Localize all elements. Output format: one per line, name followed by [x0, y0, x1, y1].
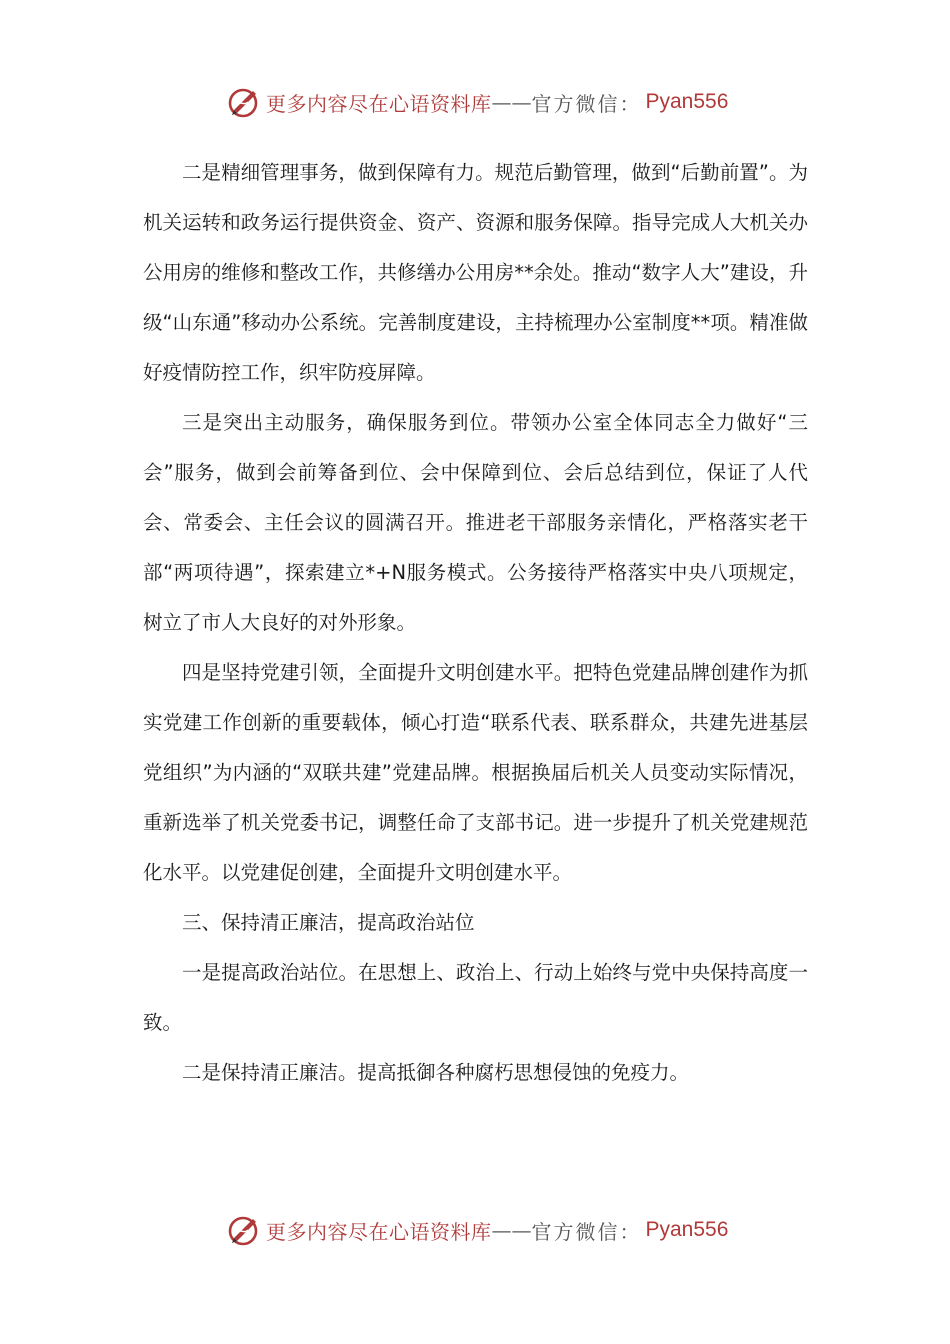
banner-dash: —— — [491, 90, 532, 114]
paragraph: 三是突出主动服务，确保服务到位。带领办公室全体同志全力做好“三会”服务，做到会前筹备到位、会中保障到位、会后总结到位，保证了人代会、常委会、主任会议的圆满召开。推进老干部服务亲情化，严格落实老干部“两项待遇”，探索建立*+N服务模式。公务接待严格落实中央八项规定，树立了市人大良好的对外形象。 — [143, 411, 808, 634]
paragraph: 一是提高政治站位。在思想上、政治上、行动上始终与党中央保持高度一致。 — [143, 961, 808, 1034]
pen-logo-icon — [226, 1212, 262, 1248]
banner-wechat-id: Pyan556 — [645, 90, 729, 113]
document-body — [143, 148, 808, 1098]
banner-wechat-label: 官方微信： — [531, 1219, 642, 1244]
banner-site-text: 更多内容尽在心语资料库 — [266, 1219, 492, 1244]
header-banner — [226, 82, 728, 122]
paragraph: 二是精细管理事务，做到保障有力。规范后勤管理，做到“后勤前置”。为机关运转和政务运行提供资金、资产、资源和服务保障。指导完成人大机关办公用房的维修和整改工作，共修缮办公用房**余处。推动“数字人大”建设，升级“山东通”移动办公系统。完善制度建设，主持梳理办公室制度**项。精准做好疫情防控工作，织牢防疫屏障。 — [143, 161, 808, 384]
banner-wechat-id: Pyan556 — [645, 1218, 729, 1241]
footer-banner — [226, 1210, 728, 1250]
paragraph: 二是保持清正廉洁。提高抵御各种腐朽思想侵蚀的免疫力。 — [182, 1061, 690, 1084]
section-heading: 三、保持清正廉洁，提高政治站位 — [182, 911, 475, 934]
pen-logo-icon — [226, 84, 262, 120]
paragraph: 四是坚持党建引领，全面提升文明创建水平。把特色党建品牌创建作为抓实党建工作创新的重要载体，倾心打造“联系代表、联系群众，共建先进基层党组织”为内涵的“双联共建”党建品牌。根据换届后机关人员变动实际情况，重新选举了机关党委书记，调整任命了支部书记。进一步提升了机关党建规范化水平。以党建促创建，全面提升文明创建水平。 — [143, 661, 808, 884]
banner-site-text: 更多内容尽在心语资料库 — [266, 91, 492, 116]
banner-wechat-label: 官方微信： — [531, 91, 642, 116]
banner-dash: —— — [491, 1218, 532, 1242]
